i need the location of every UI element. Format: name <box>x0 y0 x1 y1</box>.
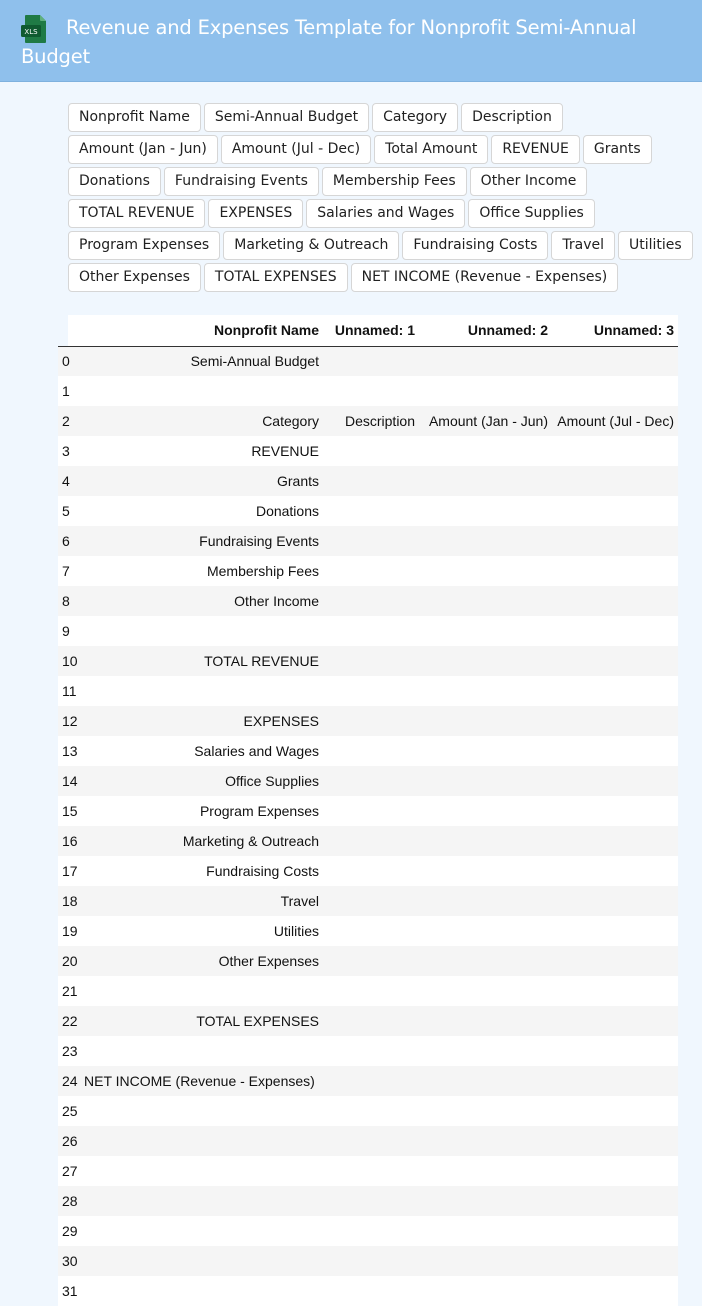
table-cell <box>552 1186 678 1216</box>
table-cell <box>419 946 552 976</box>
column-chip[interactable]: Donations <box>68 167 161 196</box>
table-cell <box>552 1216 678 1246</box>
row-index-cell: 12 <box>58 706 80 736</box>
table-cell: Membership Fees <box>80 556 323 586</box>
table-cell <box>419 886 552 916</box>
table-cell <box>419 1006 552 1036</box>
row-index-cell: 0 <box>58 346 80 376</box>
table-cell <box>419 496 552 526</box>
table-cell <box>552 1126 678 1156</box>
table-cell <box>323 1126 419 1156</box>
table-cell <box>323 1156 419 1186</box>
column-chip[interactable]: Description <box>461 103 563 132</box>
table-cell <box>323 1036 419 1066</box>
table-row <box>58 1216 678 1246</box>
column-chip[interactable]: TOTAL REVENUE <box>68 199 205 228</box>
table-cell <box>552 646 678 676</box>
table-row <box>58 676 678 706</box>
table-cell <box>323 676 419 706</box>
table-cell <box>419 346 552 376</box>
table-row <box>58 1066 678 1096</box>
row-index-cell: 23 <box>58 1036 80 1066</box>
row-index-cell: 7 <box>58 556 80 586</box>
table-cell <box>419 466 552 496</box>
column-chip-list <box>68 103 698 292</box>
table-cell <box>419 1186 552 1216</box>
table-cell <box>419 736 552 766</box>
table-cell: Other Income <box>80 586 323 616</box>
table-cell <box>419 796 552 826</box>
row-index-cell: 6 <box>58 526 80 556</box>
table-cell <box>552 1066 678 1096</box>
table-cell <box>552 736 678 766</box>
table-row <box>58 1246 678 1276</box>
table-row <box>58 1036 678 1066</box>
table-cell <box>552 526 678 556</box>
column-chip[interactable]: Salaries and Wages <box>306 199 465 228</box>
row-index-cell: 3 <box>58 436 80 466</box>
table-cell <box>80 616 323 646</box>
table-row <box>58 346 678 376</box>
table-cell <box>419 676 552 706</box>
table-cell <box>323 1066 419 1096</box>
column-header-cell: Nonprofit Name <box>80 315 323 346</box>
table-cell <box>419 856 552 886</box>
table-cell: Description <box>323 406 419 436</box>
table-cell <box>552 676 678 706</box>
table-cell <box>323 1276 419 1306</box>
table-cell <box>80 1276 323 1306</box>
row-index-cell: 10 <box>58 646 80 676</box>
table-cell: Marketing & Outreach <box>80 826 323 856</box>
table-cell: EXPENSES <box>80 706 323 736</box>
table-cell: Category <box>80 406 323 436</box>
table-cell <box>80 1186 323 1216</box>
row-index-cell: 20 <box>58 946 80 976</box>
table-cell: Program Expenses <box>80 796 323 826</box>
row-index-cell: 29 <box>58 1216 80 1246</box>
table-row <box>58 526 678 556</box>
table-cell <box>419 1036 552 1066</box>
table-cell <box>552 556 678 586</box>
table-cell <box>419 1156 552 1186</box>
row-index-cell: 17 <box>58 856 80 886</box>
table-cell <box>323 436 419 466</box>
table-row <box>58 1096 678 1126</box>
row-index-cell: 19 <box>58 916 80 946</box>
column-header-cell: Unnamed: 3 <box>552 315 678 346</box>
table-cell <box>419 526 552 556</box>
table-cell: Donations <box>80 496 323 526</box>
table-row <box>58 376 678 406</box>
table-cell <box>323 976 419 1006</box>
table-cell <box>323 496 419 526</box>
table-cell: Fundraising Events <box>80 526 323 556</box>
table-cell <box>323 766 419 796</box>
row-index-cell: 26 <box>58 1126 80 1156</box>
table-cell <box>323 346 419 376</box>
table-cell <box>552 916 678 946</box>
row-index-cell: 21 <box>58 976 80 1006</box>
table-cell <box>323 376 419 406</box>
row-index-cell: 11 <box>58 676 80 706</box>
table-cell: Amount (Jul - Dec) <box>552 406 678 436</box>
table-cell <box>419 706 552 736</box>
table-cell <box>323 946 419 976</box>
table-cell: Travel <box>80 886 323 916</box>
table-cell <box>552 346 678 376</box>
column-chip[interactable]: Utilities <box>618 231 693 260</box>
column-chip[interactable]: Category <box>372 103 458 132</box>
table-cell <box>323 466 419 496</box>
table-cell <box>323 796 419 826</box>
column-chip[interactable]: NET INCOME (Revenue - Expenses) <box>351 263 619 292</box>
table-cell <box>552 946 678 976</box>
table-row <box>58 556 678 586</box>
table-cell: Grants <box>80 466 323 496</box>
table-cell <box>552 436 678 466</box>
table-row <box>58 436 678 466</box>
table-cell <box>419 766 552 796</box>
table-row <box>58 976 678 1006</box>
table-row <box>58 706 678 736</box>
page-title: Revenue and Expenses Template for Nonprofit Semi-Annual Budget <box>21 16 637 68</box>
table-row <box>58 886 678 916</box>
row-index-cell: 14 <box>58 766 80 796</box>
table-cell <box>419 826 552 856</box>
table-cell <box>323 1246 419 1276</box>
table-row <box>58 796 678 826</box>
table-cell <box>552 1276 678 1306</box>
table-cell: TOTAL EXPENSES <box>80 1006 323 1036</box>
table-cell <box>323 736 419 766</box>
table-cell <box>323 916 419 946</box>
table-cell <box>552 706 678 736</box>
table-row <box>58 1156 678 1186</box>
row-index-cell: 5 <box>58 496 80 526</box>
table-cell <box>552 616 678 646</box>
column-header-cell: Unnamed: 1 <box>323 315 419 346</box>
table-row <box>58 916 678 946</box>
table-header-row <box>58 315 678 346</box>
table-cell <box>419 1096 552 1126</box>
table-cell <box>552 586 678 616</box>
app-header <box>0 0 702 82</box>
table-cell <box>80 1156 323 1186</box>
row-index-cell: 1 <box>58 376 80 406</box>
table-cell <box>552 1006 678 1036</box>
table-cell <box>419 586 552 616</box>
table-cell <box>552 496 678 526</box>
table-row <box>58 1006 678 1036</box>
table-cell: Office Supplies <box>80 766 323 796</box>
table-cell <box>80 1096 323 1126</box>
table-cell <box>80 1126 323 1156</box>
column-chip[interactable]: Amount (Jan - Jun) <box>68 135 218 164</box>
table-cell: Other Expenses <box>80 946 323 976</box>
table-cell <box>552 1036 678 1066</box>
row-index-cell: 4 <box>58 466 80 496</box>
table-cell <box>323 886 419 916</box>
table-row <box>58 406 678 436</box>
row-index-cell: 15 <box>58 796 80 826</box>
table-cell: Semi-Annual Budget <box>80 346 323 376</box>
table-cell <box>323 1006 419 1036</box>
table-row <box>58 466 678 496</box>
table-cell: REVENUE <box>80 436 323 466</box>
table-row <box>58 1186 678 1216</box>
column-chip[interactable]: Other Expenses <box>68 263 201 292</box>
column-chip[interactable]: Semi-Annual Budget <box>204 103 369 132</box>
table-cell <box>323 826 419 856</box>
table-cell <box>552 466 678 496</box>
column-chip[interactable]: Membership Fees <box>322 167 467 196</box>
table-row <box>58 616 678 646</box>
table-cell <box>552 826 678 856</box>
table-cell <box>323 1216 419 1246</box>
column-chip[interactable]: TOTAL EXPENSES <box>204 263 348 292</box>
column-chip[interactable]: EXPENSES <box>208 199 303 228</box>
table-cell: NET INCOME (Revenue - Expenses) <box>80 1066 323 1096</box>
table-cell <box>552 886 678 916</box>
row-index-cell: 24 <box>58 1066 80 1096</box>
row-index-cell: 28 <box>58 1186 80 1216</box>
row-index-cell: 16 <box>58 826 80 856</box>
table-cell: TOTAL REVENUE <box>80 646 323 676</box>
table-cell <box>419 1246 552 1276</box>
table-cell <box>419 436 552 466</box>
table-cell <box>80 1246 323 1276</box>
table-cell <box>419 1216 552 1246</box>
table-row <box>58 946 678 976</box>
index-header-cell <box>58 315 80 346</box>
table-cell <box>419 1126 552 1156</box>
table-cell <box>419 1066 552 1096</box>
data-table-container[interactable] <box>62 315 678 1305</box>
table-cell <box>323 616 419 646</box>
column-chip[interactable]: Grants <box>583 135 652 164</box>
table-cell <box>552 1096 678 1126</box>
table-row <box>58 736 678 766</box>
table-row <box>58 646 678 676</box>
row-index-cell: 13 <box>58 736 80 766</box>
table-cell <box>323 1186 419 1216</box>
table-cell <box>552 976 678 1006</box>
table-cell: Fundraising Costs <box>80 856 323 886</box>
file-icon-label: XLS <box>24 28 38 36</box>
column-chip[interactable]: Office Supplies <box>468 199 595 228</box>
table-cell <box>80 1216 323 1246</box>
table-body <box>58 346 678 1306</box>
table-cell: Amount (Jan - Jun) <box>419 406 552 436</box>
row-index-cell: 9 <box>58 616 80 646</box>
row-index-cell: 18 <box>58 886 80 916</box>
table-cell: Salaries and Wages <box>80 736 323 766</box>
row-index-cell: 22 <box>58 1006 80 1036</box>
column-chip[interactable]: Program Expenses <box>68 231 220 260</box>
table-cell <box>419 976 552 1006</box>
table-cell: Utilities <box>80 916 323 946</box>
data-table <box>58 315 678 1306</box>
table-row <box>58 586 678 616</box>
table-cell <box>552 376 678 406</box>
table-cell <box>419 1276 552 1306</box>
column-chip[interactable]: Travel <box>551 231 615 260</box>
column-chip[interactable]: Amount (Jul - Dec) <box>221 135 371 164</box>
column-chip[interactable]: Fundraising Costs <box>402 231 548 260</box>
column-chip[interactable]: REVENUE <box>491 135 580 164</box>
table-cell <box>552 796 678 826</box>
table-row <box>58 1126 678 1156</box>
column-header-cell: Unnamed: 2 <box>419 315 552 346</box>
row-index-cell: 2 <box>58 406 80 436</box>
table-cell <box>323 646 419 676</box>
table-cell <box>323 586 419 616</box>
table-cell <box>323 706 419 736</box>
table-cell <box>552 1156 678 1186</box>
table-cell <box>323 556 419 586</box>
column-chip[interactable]: Nonprofit Name <box>68 103 201 132</box>
table-cell <box>323 526 419 556</box>
table-row <box>58 496 678 526</box>
table-cell <box>552 1246 678 1276</box>
column-chip[interactable]: Total Amount <box>374 135 488 164</box>
table-cell <box>80 676 323 706</box>
table-cell <box>323 1096 419 1126</box>
table-cell <box>552 766 678 796</box>
table-cell <box>552 856 678 886</box>
row-index-cell: 25 <box>58 1096 80 1126</box>
column-chip[interactable]: Marketing & Outreach <box>223 231 399 260</box>
table-cell <box>419 376 552 406</box>
table-cell <box>80 1036 323 1066</box>
column-chip[interactable]: Other Income <box>470 167 588 196</box>
table-row <box>58 826 678 856</box>
table-cell <box>80 376 323 406</box>
table-cell <box>323 856 419 886</box>
table-cell <box>419 616 552 646</box>
row-index-cell: 8 <box>58 586 80 616</box>
row-index-cell: 30 <box>58 1246 80 1276</box>
table-row <box>58 766 678 796</box>
table-cell <box>419 916 552 946</box>
table-row <box>58 1276 678 1306</box>
row-index-cell: 27 <box>58 1156 80 1186</box>
table-cell <box>419 556 552 586</box>
column-chip[interactable]: Fundraising Events <box>164 167 319 196</box>
table-row <box>58 856 678 886</box>
table-cell <box>80 976 323 1006</box>
row-index-cell: 31 <box>58 1276 80 1306</box>
table-cell <box>419 646 552 676</box>
